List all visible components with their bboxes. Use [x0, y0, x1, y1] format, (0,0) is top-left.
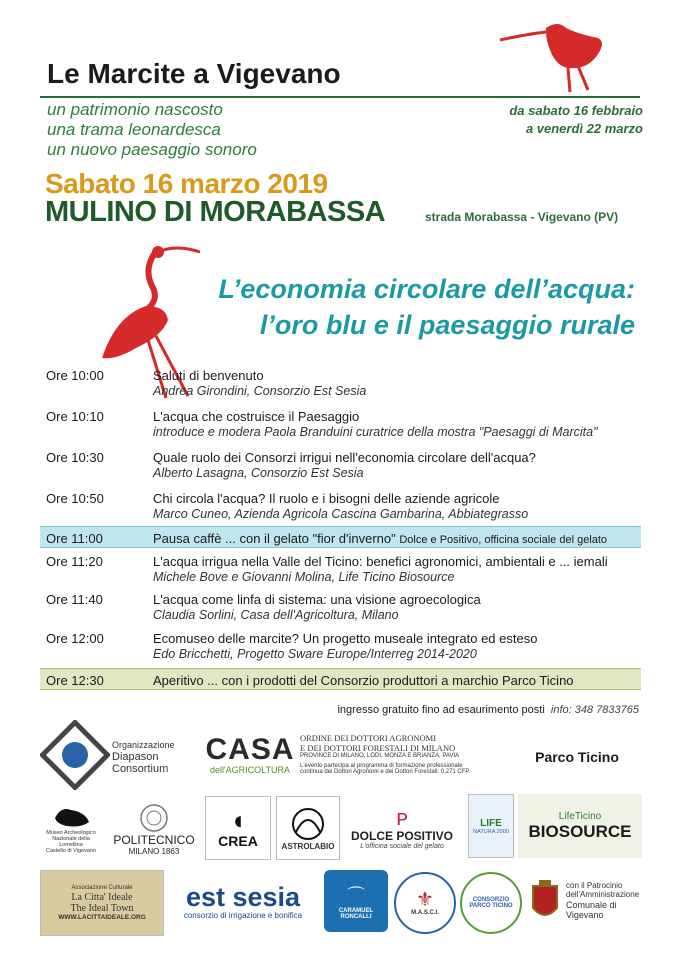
astrolabio-logo [276, 796, 340, 860]
politecnico-label: POLITECNICO [113, 832, 195, 847]
biosource-logo [518, 794, 642, 858]
fleur-de-lis-icon: ⚜ [416, 889, 434, 911]
museo-line-1: Museo Archeologico [46, 829, 96, 836]
date-range-start: da sabato 16 febbraio [509, 103, 643, 118]
crest-icon [530, 878, 560, 924]
ordine-agronomi-logo [300, 724, 500, 784]
patrocinio-line-3: Comunale di [566, 899, 617, 910]
schedule-talk: L'acqua irrigua nella Valle del Ticino: benefici agronomici, ambientali e ... iemali [153, 554, 608, 569]
ear-icon: ◖ [230, 805, 246, 835]
organizzazione-block [112, 738, 192, 778]
est-sesia-label: est sesia [185, 882, 301, 912]
free-entry-note [337, 704, 639, 716]
schedule-time: Ore 10:50 [46, 491, 104, 506]
info-phone: info: 348 7833765 [550, 704, 639, 716]
life-ticino-label: LifeTicino [558, 810, 602, 822]
title-divider [40, 96, 640, 98]
schedule-talk: L'acqua come linfa di sistema: una visione agroecologica [153, 592, 481, 607]
patrocinio-block [566, 874, 646, 928]
schedule-speaker: Claudia Sorlini, Casa dell'Agricoltura, Milano [153, 608, 399, 622]
schedule-time: Ore 11:20 [46, 554, 103, 569]
schedule-time: Ore 10:10 [46, 409, 104, 424]
museo-logo [40, 798, 102, 860]
dolce-positivo-logo [346, 796, 458, 860]
citta-line-3: The Ideal Town [70, 902, 134, 914]
vigevano-crest-logo [528, 872, 562, 930]
life-label: LIFE [480, 817, 502, 829]
diapason-logo [40, 720, 110, 790]
headline-line-1: L’economia circolare dell’acqua: [218, 274, 635, 304]
schedule-break-row [40, 526, 641, 548]
schedule-speaker: introduce e modera Paola Branduini curatrice della mostra "Paesaggi di Marcita" [153, 425, 598, 439]
patrocinio-line-4: Vigevano [566, 909, 604, 920]
event-date: Sabato 16 marzo 2019 [45, 168, 328, 199]
casa-label: CASA [205, 733, 295, 766]
curlew-bird-icon [498, 10, 610, 94]
patrocinio-line-2: dell'Amministrazione [566, 890, 640, 899]
break-note: Dolce e Positivo, officina sociale del gelato [399, 534, 608, 546]
schedule-talk: Aperitivo ... con i prodotti del Consorzio produttori a marchio Parco Ticino [153, 673, 574, 688]
caramuel-arch-icon: ⌒ [347, 886, 365, 906]
life-natura-logo [468, 794, 514, 858]
diapason-emblem-icon [40, 720, 110, 790]
crea-logo [205, 796, 271, 860]
ordine-line-2: E DEI DOTTORI FORESTALI DI MILANO [300, 743, 456, 753]
dolce-sub-label: L'officina sociale del gelato [360, 842, 444, 850]
dolce-symbol-icon: ᴘ [396, 804, 408, 830]
schedule-talk: Chi circola l'acqua? Il ruolo e i bisogni delle aziende agricole [153, 491, 500, 506]
venue-address: strada Morabassa - Vigevano (PV) [425, 210, 619, 224]
organizzazione-label: Organizzazione [112, 740, 175, 751]
schedule-speaker: Marco Cuneo, Azienda Agricola Cascina Gambarina, Abbiategrasso [153, 507, 529, 521]
ordine-line-3: PROVINCE DI MILANO, LODI, MONZA E BRIANZA, PAVIA [300, 753, 460, 759]
date-range-end: a venerdì 22 marzo [525, 121, 643, 136]
schedule-speaker: Edo Bricchetti, Progetto Sware Europe/Interreg 2014-2020 [153, 647, 477, 661]
patrocinio-line-1: con il Patrocinio [566, 881, 623, 891]
schedule-talk: Saluti di benvenuto [153, 368, 264, 383]
consorzio-parco-label: CONSORZIO PARCO TICINO [469, 897, 513, 909]
schedule-talk: L'acqua che costruisce il Paesaggio [153, 409, 360, 424]
schedule-time: Ore 10:00 [46, 368, 104, 383]
consorzio-parco-ticino-logo [460, 872, 522, 934]
schedule-talk [153, 531, 607, 546]
ordine-line-1: ORDINE DEI DOTTORI AGRONOMI [300, 733, 437, 743]
masci-label: M.A.S.C.I. [411, 910, 439, 916]
casa-agricoltura-logo [205, 726, 295, 784]
schedule-aperitivo-row [40, 668, 641, 690]
schedule-time: Ore 12:30 [46, 673, 104, 688]
diapason-label: Diapason [112, 750, 159, 763]
consortium-label: Consortium [112, 762, 169, 775]
masci-logo [394, 872, 456, 934]
politecnico-seal-icon [139, 803, 169, 833]
schedule-speaker: Michele Bove e Giovanni Molina, Life Ticino Biosource [153, 570, 455, 584]
tagline-3: un nuovo paesaggio sonoro [47, 140, 257, 159]
break-title: Pausa caffè ... con il gelato "fior d'inverno" [153, 531, 396, 546]
astrolabio-label: ASTROLABIO [281, 841, 335, 851]
astrolabe-icon [288, 806, 328, 842]
ordine-note-2: continua dei Dottori Agronomi e dei Dottori Forestali: 0,271 CFP. [300, 769, 471, 775]
entry-text: ingresso gratuito fino ad esaurimento posti [337, 704, 545, 716]
caramuel-logo [324, 870, 388, 932]
natura-label: NATURA 2000 [473, 828, 509, 835]
dolce-positivo-label: DOLCE POSITIVO [350, 828, 453, 843]
schedule-time: Ore 12:00 [46, 631, 104, 646]
schedule-time: Ore 10:30 [46, 450, 104, 465]
page-title: Le Marcite a Vigevano [47, 58, 341, 89]
citta-line-1: Associazione Culturale [71, 885, 133, 892]
crea-label: CREA [218, 833, 258, 849]
venue-name: MULINO DI MORABASSA [45, 196, 386, 228]
headline-line-2: l’oro blu e il paesaggio rurale [259, 310, 635, 340]
schedule-speaker: Alberto Lasagna, Consorzio Est Sesia [153, 466, 364, 480]
biosource-label: BIOSOURCE [528, 821, 632, 841]
tagline-2: una trama leonardesca [47, 120, 221, 139]
schedule-time: Ore 11:40 [46, 592, 103, 607]
citta-line-2: La Citta' Ideale [71, 891, 133, 903]
museo-line-3: Castello di Vigevano [45, 848, 97, 855]
politecnico-sub-label: MILANO 1863 [128, 846, 180, 856]
est-sesia-sub-label: consorzio di irrigazione e bonifica [183, 911, 303, 920]
est-sesia-logo [168, 872, 318, 932]
schedule-talk: Quale ruolo dei Consorzi irrigui nell'economia circolare dell'acqua? [153, 450, 536, 465]
ordine-note-1: L'evento partecipa al programma di formazione professionale [300, 763, 463, 769]
parco-ticino-label: Parco Ticino [535, 749, 619, 765]
schedule-speaker: Andrea Girondini, Consorzio Est Sesia [153, 384, 367, 398]
schedule-talk: Ecomuseo delle marcite? Un progetto museale integrato ed esteso [153, 631, 538, 646]
duck-icon [51, 804, 91, 830]
museo-line-2: Nazionale della Lomellina [52, 835, 90, 848]
citta-ideale-logo [40, 870, 164, 936]
casa-sub-label: dell'AGRICOLTURA [209, 765, 291, 775]
caramuel-label: CARAMUEL RONCALLI [338, 908, 374, 920]
tagline-1: un patrimonio nascosto [47, 100, 223, 119]
citta-line-4: WWW.LACITTAIDEALE.ORG [58, 913, 146, 921]
parco-ticino-logo [512, 732, 642, 782]
schedule-time: Ore 11:00 [46, 531, 103, 546]
politecnico-logo [108, 798, 200, 860]
